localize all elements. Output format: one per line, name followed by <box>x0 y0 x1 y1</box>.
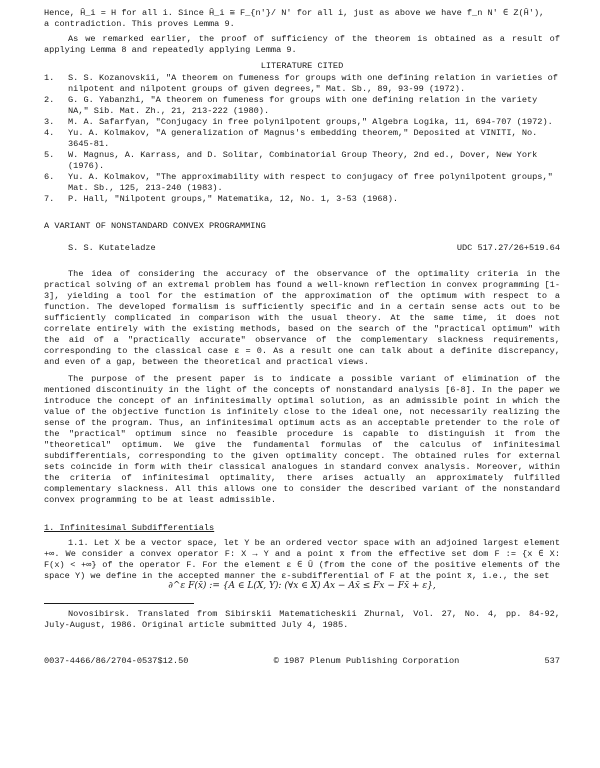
reference-item <box>44 117 560 128</box>
reference-items <box>44 73 560 205</box>
intro-paragraph-2 <box>44 374 560 506</box>
reference-text: W. Magnus, A. Karrass, and D. Solitar, Combinatorial Group Theory, 2nd ed., Dover, New York (1976). <box>68 150 538 171</box>
article-title-text: A VARIANT OF NONSTANDARD CONVEX PROGRAMMING <box>44 221 266 231</box>
footnote-rule <box>44 603 194 604</box>
reference-text: P. Hall, "Nilpotent groups," Matematika, 12, No. 1, 3-53 (1968). <box>68 194 399 204</box>
reference-text: S. S. Kozanovskii, "A theorem on fumeness for groups with one defining relation in varieties of nilpotent and nilpotent groups of given degrees," Mat. Sb., 89, 93-99 (1972). <box>68 73 558 94</box>
reference-number: 3. <box>44 117 55 127</box>
udc-code: UDC 517.27/26+519.64 <box>456 243 560 253</box>
subdifferential-formula <box>44 581 560 592</box>
literature-heading <box>44 61 560 72</box>
reference-text: Yu. A. Kolmakov, "The approximability with respect to conjugacy of free polynilpotent groups," Mat. Sb., 125, 213-240 (1983). <box>68 172 553 193</box>
author-name: S. S. Kutateladze <box>68 243 156 253</box>
reference-number: 1. <box>44 73 55 83</box>
page-footer <box>44 656 560 667</box>
reference-item <box>44 73 560 95</box>
footnote <box>44 609 560 631</box>
lemma-conclusion <box>44 8 560 30</box>
reference-item <box>44 172 560 194</box>
footnote-text: Novosibirsk. Translated from Sibirskii Matematicheskii Zhurnal, Vol. 27, No. 4, pp. 84-92, July-August, 1986. Original article submitted July 4, 1985. <box>44 609 560 630</box>
formula-text: ∂^ε F(x̄) := {A ∈ L(X, Y): (∀x ∈ X) Ax − Ax̄ ≤ Fx − Fx̄ + ε}, <box>168 581 436 591</box>
reference-number: 6. <box>44 172 55 182</box>
author-line <box>44 243 560 254</box>
article-title <box>44 221 560 232</box>
reference-text: M. A. Safarfyan, "Conjugacy in free polynilpotent groups," Algebra Logika, 11, 694-707 (1972). <box>68 117 553 127</box>
footer-copyright: © 1987 Plenum Publishing Corporation <box>273 656 460 666</box>
reference-text: Yu. A. Kolmakov, "A generalization of Magnus's embedding theorem," Deposited at VINITI, No. 3645-81. <box>68 128 538 149</box>
intro-text-2: The purpose of the present paper is to indicate a possible variant of elimination of the mentioned discontinuity in the light of the concepts of nonstandard analysis [6-8]. In the paper we introduce the concept of an infinitesimally optimal solution, as an admissible point in which the value of the objective function is infinitely close to the ideal one, not necessarily realizing the sense of the program. Thus, an infinitesimal optimum acts as an acceptable pretender to the role of the "practical" optimum since no feasible procedure is capable to distinguish it from the "theoretical" optimum. We give the fundamental formulas of the calculus of infinitesimal subdifferentials, corresponding to the given optimality concept. The obtained rules for external sets coincide in form with their classical analogues in standard convex analysis. Moreover, within the criteria of infinitesimal optimality, there arises actually an approximately fulfilled complementary slackness. All this allows one to consider the described variant of the nonstandard convex programming to be at least admissible. <box>44 374 560 505</box>
definition-paragraph <box>44 538 560 582</box>
lemma-line-2: a contradiction. This proves Lemma 9. <box>44 19 235 29</box>
definition-text: 1.1. Let X be a vector space, let Y be an ordered vector space with an adjoined largest element +∞. We consider a convex operator F: X → Y and a point x̄ from the effective set dom F := {x ∈ X: F(x) < +∞} of the operator F. For the element ε ∈ Ū (from the cone of the positive elements of the space Y) we define in the accepted manner the ε-subdifferential of F at the point x̄, i.e., the set <box>44 538 560 581</box>
literature-heading-text: LITERATURE CITED <box>260 61 344 71</box>
footer-code: 0037-4466/86/2704-0537$12.50 <box>44 656 189 666</box>
section-heading <box>44 523 560 534</box>
intro-text-1: The idea of considering the accuracy of the observance of the optimality criteria in the practical solving of an extremal problem has found a well-known reflection in convex programming [1-3], yielding a tool for the estimation of the approximation of the optimum with respect to a function. The developed formalism is sufficiently specific and in a certain sense acts out to be sufficiently complicated in comparison with the usual theory. At the same time, it does not correlate entirely with the existing methods, based on the search of the "practical optimum" with the aid of a "practically accurate" observance of the complementary slackness requirements, corresponding to the classical case ε = 0. As a result one can talk about a definite discrepancy, and even of a gap, between the theoretical and practical views. <box>44 269 560 367</box>
intro-paragraph-1 <box>44 269 560 368</box>
section-heading-text: 1. Infinitesimal Subdifferentials <box>44 523 215 533</box>
sufficiency-paragraph <box>44 34 560 56</box>
reference-number: 4. <box>44 128 55 138</box>
reference-text: G. G. Yabanzhi, "A theorem on fumeness for groups with one defining relation in the variety NA," Sib. Mat. Zh., 21, 213-222 (1980). <box>68 95 538 116</box>
reference-item <box>44 150 560 172</box>
reference-list <box>44 73 560 205</box>
reference-number: 5. <box>44 150 55 160</box>
reference-item <box>44 128 560 150</box>
reference-item <box>44 95 560 117</box>
page-number: 537 <box>544 656 560 666</box>
reference-number: 2. <box>44 95 55 105</box>
reference-item <box>44 194 560 205</box>
sufficiency-text: As we remarked earlier, the proof of sufficiency of the theorem is obtained as a result of applying Lemma 8 and repeatedly applying Lemma 9. <box>44 34 560 55</box>
lemma-line-1: Hence, Ĥ_i = H for all i. Since Ĥ_i ≅ F_{n'}/ N' for all i, just as above we have f_n N' ∈ Z(Ĥ'), <box>44 8 545 18</box>
reference-number: 7. <box>44 194 55 204</box>
